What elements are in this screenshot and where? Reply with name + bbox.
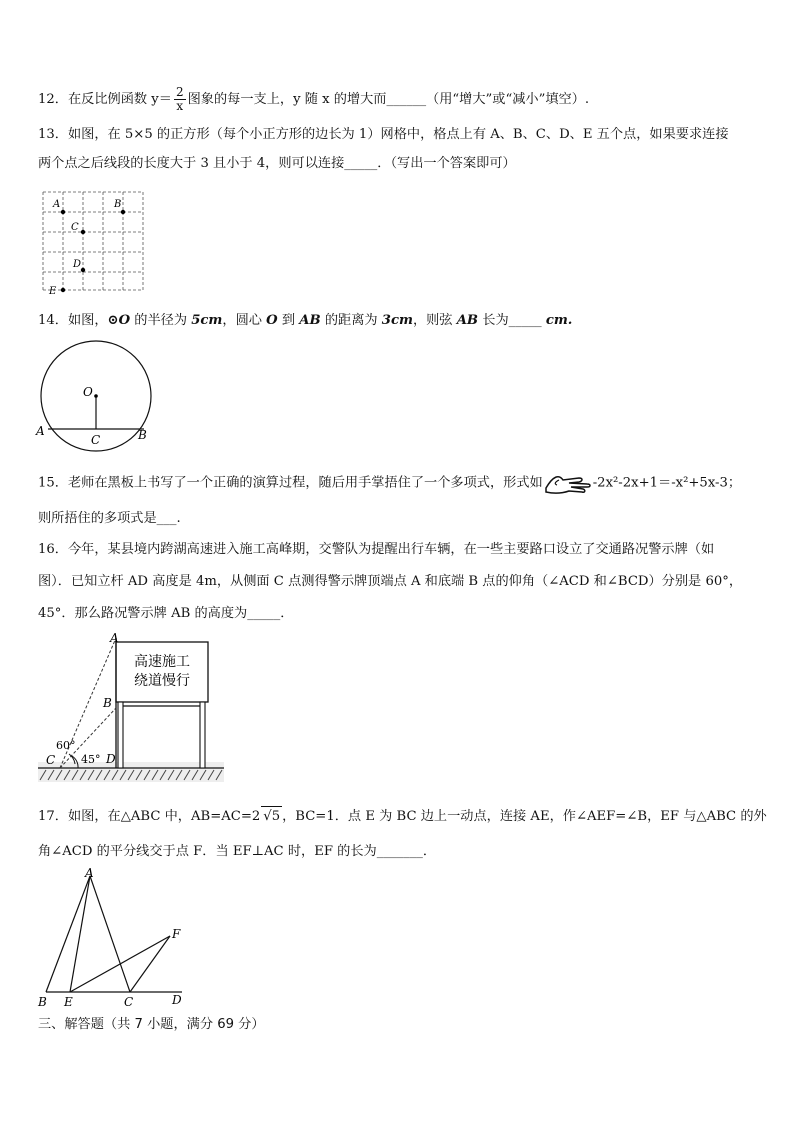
label-b: B bbox=[138, 428, 147, 442]
q15-line1: 15．老师在黑板上书写了一个正确的演算过程，随后用手掌捂住了一个多项式，形式如 -2x²-2x+1＝-x²+5x-3； bbox=[38, 472, 741, 494]
side-ac bbox=[90, 876, 130, 992]
point-b bbox=[121, 210, 125, 214]
label-c: C bbox=[71, 222, 79, 233]
point-a bbox=[61, 210, 65, 214]
segment-cf bbox=[130, 936, 170, 992]
circle-o: ⊙O bbox=[107, 313, 131, 328]
label-a: A bbox=[110, 631, 119, 645]
label-45: 45° bbox=[81, 753, 101, 766]
q13-grid-figure bbox=[40, 190, 150, 296]
q17-triangle-figure bbox=[36, 866, 186, 1010]
q14-text: 14．如图，⊙O 的半径为 5cm，圆心 O 到 AB 的距离为 3cm，则弦 AB 长为_____ cm. bbox=[38, 313, 573, 328]
label-b: B bbox=[38, 995, 47, 1009]
pole-right bbox=[200, 702, 205, 768]
hand-icon bbox=[543, 472, 593, 494]
q17-line1: 17．如图，在△ABC 中，AB=AC=2 √5 ，BC=1．点 E 为 BC 边上一动点，连接 AE，作∠AEF=∠B，EF 与△ABC 的外 bbox=[38, 806, 767, 827]
label-c: C bbox=[91, 433, 101, 447]
label-60: 60° bbox=[56, 739, 76, 752]
label-a: A bbox=[85, 866, 94, 880]
q12-text bbox=[38, 86, 589, 113]
q13-line2: 两个点之后线段的长度大于 3 且小于 4，则可以连接_____．（写出一个答案即可） bbox=[38, 156, 516, 171]
q12-part2: 图象的每一支上，y 随 x 的增大而______（用“增大”或“减小”填空）. bbox=[187, 92, 590, 107]
segment-ae bbox=[70, 876, 90, 992]
label-e: E bbox=[49, 286, 57, 297]
sign-line-1: 高速施工 bbox=[134, 654, 190, 670]
segment-ef bbox=[70, 936, 170, 992]
q12-part1: 12．在反比例函数 y＝ bbox=[38, 92, 172, 107]
label-b: B bbox=[114, 199, 122, 210]
label-b: B bbox=[103, 696, 112, 710]
label-f: F bbox=[172, 927, 181, 941]
q16-sign-figure bbox=[38, 632, 226, 784]
label-a: A bbox=[53, 199, 61, 210]
label-c: C bbox=[46, 753, 56, 767]
q12-fraction: $\frac{2}{x}$ bbox=[175, 85, 184, 113]
label-e: E bbox=[64, 995, 73, 1009]
q16-line1: 16．今年，某县境内跨湖高速进入施工高峰期，交警队为提醒出行车辆，在一些主要路口设立了交通路况警示牌（如 bbox=[38, 542, 715, 557]
side-ab bbox=[46, 876, 90, 992]
section-3-heading: 三、解答题（共 7 小题，满分 69 分） bbox=[38, 1017, 265, 1032]
ground-shadow bbox=[38, 762, 224, 782]
label-d: D bbox=[172, 993, 182, 1007]
q16-line3: 45°．那么路况警示牌 AB 的高度为_____． bbox=[38, 606, 294, 621]
sign-line-2: 绕道慢行 bbox=[134, 673, 190, 689]
point-c bbox=[81, 230, 85, 234]
sign-board bbox=[116, 642, 208, 702]
q14-circle-figure bbox=[34, 340, 156, 452]
point-d bbox=[81, 268, 85, 272]
label-o: O bbox=[83, 385, 93, 399]
center-o bbox=[94, 394, 98, 398]
q15-line2: 则所捂住的多项式是___. bbox=[38, 511, 181, 526]
q17-line2: 角∠ACD 的平分线交于点 F．当 EF⊥AC 时，EF 的长为_______． bbox=[38, 844, 437, 859]
sqrt-5: √5 bbox=[261, 806, 282, 827]
label-d: D bbox=[106, 752, 116, 766]
q16-line2: 图）．已知立杆 AD 高度是 4m，从侧面 C 点测得警示牌顶端点 A 和底端 B 点的仰角（∠ACD 和∠BCD）分别是 60°， bbox=[38, 574, 743, 589]
point-e bbox=[61, 288, 65, 292]
q13-line1: 13．如图，在 5×5 的正方形（每个小正方形的边长为 1）网格中，格点上有 A、B、C、D、E 五个点，如果要求连接 bbox=[38, 127, 729, 142]
label-a: A bbox=[36, 424, 45, 438]
label-c: C bbox=[124, 995, 134, 1009]
pole-left bbox=[118, 702, 123, 768]
label-d: D bbox=[73, 259, 82, 270]
